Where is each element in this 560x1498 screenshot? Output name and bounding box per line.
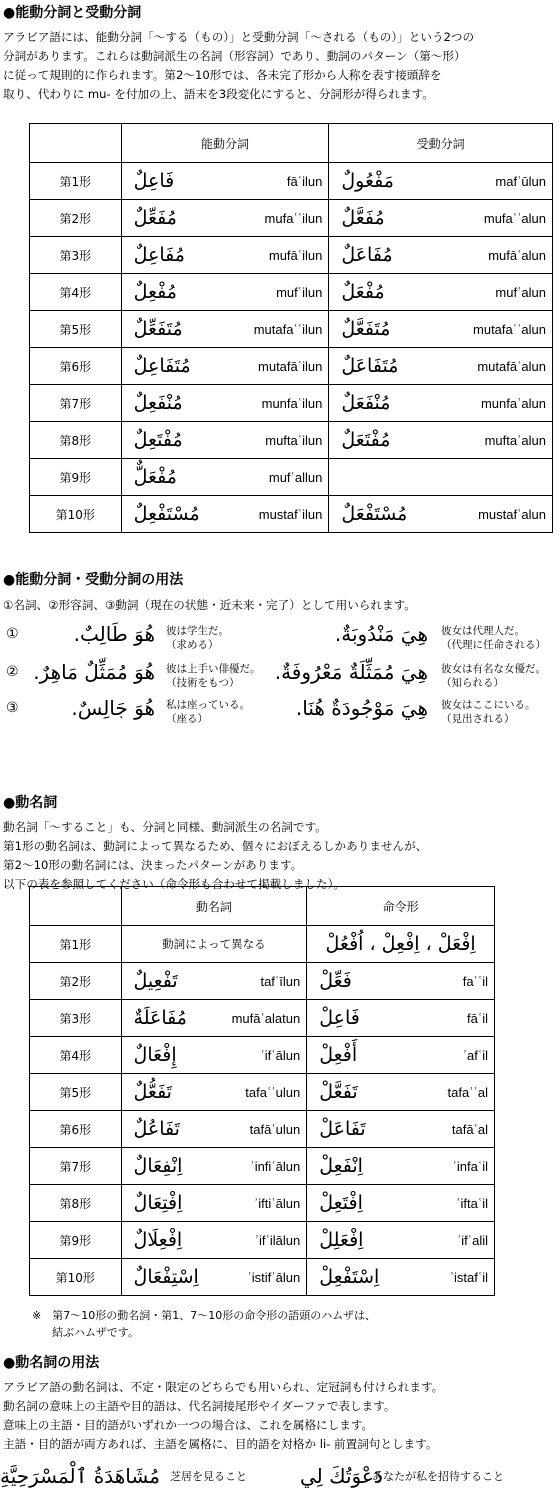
imperative-cell [307, 1111, 495, 1148]
verbal-noun-cell [121, 1222, 307, 1259]
example-line [0, 622, 560, 656]
arabic-word: اِسْتِفْعَالٌ [133, 1266, 199, 1288]
table-row [30, 1185, 495, 1222]
example-translation-male [166, 698, 250, 726]
arabic-word: أَفْعِلْ [319, 1044, 358, 1066]
arabic-word: فَاعِلٌ [133, 170, 175, 192]
transliteration: mufāʿalatun [231, 1010, 301, 1026]
translation-line: 彼は上手い俳優だ。 [166, 663, 261, 675]
text-line: アラビア語の動名詞は、不定・限定のどちらでも用いられ、定冠詞も付けられます。 [3, 1380, 444, 1394]
translation-line: 彼女は有名な女優だ。 [441, 663, 546, 675]
passive-cell [329, 200, 553, 237]
transliteration: mufʿilun [276, 284, 323, 300]
transliteration: muftaʿilun [265, 432, 323, 448]
verbal-noun-cell [121, 1074, 307, 1111]
imperative-cell [307, 963, 495, 1000]
table-row [30, 422, 553, 459]
transliteration: fāʿil [467, 1010, 488, 1026]
arabic-word: مُفْتَعِلٌ [133, 429, 183, 451]
arabic-word: اِفْعَلِلْ [319, 1229, 364, 1251]
participles-paragraph [3, 28, 555, 104]
arabic-word: تَفَاعُلٌ [133, 1118, 180, 1140]
passive-cell [329, 163, 553, 200]
table-row [30, 385, 553, 422]
form-label: 第4形 [30, 1037, 122, 1074]
arabic-word: مُفَاعِلٌ [133, 244, 185, 266]
arabic-word: اِفْعَلْ ، اِفْعِلْ ، اُفْعُلْ [325, 933, 476, 955]
arabic-word: مُفْعَلٌّ [133, 466, 177, 488]
verbal-noun-cell [121, 963, 307, 1000]
transliteration: tafaʿʿal [447, 1084, 488, 1100]
arabic-word: مُفْعَلٌ [341, 281, 385, 303]
arabic-word: مُتَفَعَّلٌ [341, 318, 391, 340]
translation-line: （知られる） [441, 677, 504, 689]
table-row [30, 237, 553, 274]
arabic-word: اِسْتَفْعِلْ [319, 1266, 380, 1288]
arabic-word: مُتَفَاعَلٌ [341, 355, 399, 377]
passive-cell [329, 459, 553, 496]
transliteration: mufāʿilun [268, 247, 323, 263]
arabic-word: اِنْفَعِلْ [319, 1155, 363, 1177]
passive-cell [329, 348, 553, 385]
text-line: 以下の表を参照してください（命令形も合わせて掲載しました）。 [3, 877, 346, 891]
translation-line: （代理に任命される） [441, 639, 546, 651]
table-header-row [30, 887, 495, 926]
arabic-word: اِنْفِعَالٌ [133, 1155, 183, 1177]
form-label: 第6形 [30, 1111, 122, 1148]
example-number: ③ [6, 700, 19, 716]
header-imperative: 命令形 [307, 887, 495, 926]
example-arabic: مُشَاهَدَةُ ٱلْمَسْرَحِيَّةِ [0, 1464, 160, 1488]
verbal-noun-cell [121, 1259, 307, 1296]
arabic-word: فَعِّلْ [319, 970, 352, 992]
note-line: 結ぶハムザです。 [52, 1326, 139, 1339]
header-empty [30, 887, 122, 926]
table-row [30, 1037, 495, 1074]
translation-line: 彼女はここにいる。 [441, 699, 536, 711]
arabic-word: تَفَعُّلٌ [133, 1081, 172, 1103]
example-translation-male [166, 662, 261, 690]
table-row [30, 311, 553, 348]
transliteration: mustafʿilun [258, 506, 323, 522]
verbal-noun-cell [121, 1111, 307, 1148]
transliteration: mufʿallun [268, 469, 323, 485]
hamza-note [32, 1307, 376, 1341]
transliteration: munfaʿalun [480, 395, 546, 411]
example-translation-male [166, 624, 229, 652]
imperative-cell [307, 1148, 495, 1185]
transliteration: tafaʿʿulun [245, 1084, 301, 1100]
table-header-row [30, 124, 553, 163]
example-arabic-female: هِيَ مُمَثِّلَةٌ مَعْرُوفَةٌ. [274, 660, 428, 684]
example-translation-female [441, 624, 546, 652]
translation-line: （求める） [166, 639, 219, 651]
text-line: 分詞があります。これらは動詞派生の名詞（形容詞）であり、動詞のパターン（第～形） [3, 49, 466, 63]
table-row [30, 1259, 495, 1296]
form-label: 第2形 [30, 200, 122, 237]
text-line: 動名詞「～すること」も、分詞と同様、動詞派生の名詞です。 [3, 820, 327, 834]
example-translation: 芝居を見ること [170, 1470, 247, 1483]
vn-usage-example [0, 1464, 560, 1494]
form-label: 第1形 [30, 163, 122, 200]
table-row [30, 459, 553, 496]
passive-cell [329, 496, 553, 533]
arabic-word: اِفْعِلَالٌ [133, 1229, 183, 1251]
transliteration: ʾinfaʿil [452, 1158, 488, 1174]
imperative-cell [307, 1185, 495, 1222]
section-title-participles: ●能動分詞と受動分詞 [3, 5, 142, 21]
active-cell [121, 348, 329, 385]
transliteration: mufaʿʿilun [264, 210, 323, 226]
text-line: 第2～10形の動名詞には、決まったパターンがあります。 [3, 858, 303, 872]
arabic-word: مُفَعَّلٌ [341, 207, 385, 229]
transliteration: ʾifʿālun [260, 1047, 301, 1063]
example-line [0, 696, 560, 730]
example-arabic-male: هُوَ طَالِبٌ. [73, 622, 155, 646]
imperative-cell [307, 1074, 495, 1111]
form-label: 第8形 [30, 422, 122, 459]
transliteration: ʾafʿil [462, 1047, 488, 1063]
example-number: ① [6, 626, 19, 642]
usage-paragraph: ①名詞、②形容詞、③動詞（現在の状態・近未来・完了）として用いられます。 [3, 598, 416, 612]
transliteration: ʾinfiʿālun [250, 1158, 301, 1174]
form-label: 第10形 [30, 496, 122, 533]
arabic-word: مَفْعُولٌ [341, 170, 394, 192]
section-title-verbal-noun: ●動名詞 [3, 795, 58, 811]
arabic-word: مُفَاعَلَةٌ [133, 1007, 187, 1029]
transliteration: mutafāʿilun [258, 358, 323, 374]
form-label: 第3形 [30, 237, 122, 274]
example-arabic: دَعْوَتُكَ لِي [300, 1464, 383, 1488]
passive-cell [329, 422, 553, 459]
vn-usage-paragraph [3, 1378, 555, 1454]
active-cell [121, 385, 329, 422]
arabic-word: مُتَفَعِّلٌ [133, 318, 183, 340]
verbal-noun-cell [121, 926, 307, 963]
transliteration: tafāʿal [451, 1121, 488, 1137]
section-title-vn-usage: ●動名詞の用法 [3, 1355, 100, 1371]
transliteration: ʾistifʿālun [247, 1269, 301, 1285]
active-cell [121, 496, 329, 533]
verbal-noun-cell [121, 1148, 307, 1185]
arabic-word: مُنْفَعِلٌ [133, 392, 183, 414]
form-label: 第6形 [30, 348, 122, 385]
passive-cell [329, 237, 553, 274]
active-cell [121, 200, 329, 237]
arabic-word: مُنْفَعَلٌ [341, 392, 391, 414]
imperative-cell [307, 1222, 495, 1259]
translation-line: 私は座っている。 [166, 699, 250, 711]
transliteration: ʾifʿalil [456, 1232, 488, 1248]
arabic-word: اِفْتَعِلْ [319, 1192, 363, 1214]
form-label: 第1形 [30, 926, 122, 963]
form-label: 第7形 [30, 385, 122, 422]
translation-line: （座る） [166, 713, 208, 725]
passive-cell [329, 274, 553, 311]
example-translation-female [441, 698, 536, 726]
arabic-word: تَفْعِيلٌ [133, 970, 178, 992]
table-row [30, 496, 553, 533]
form-label: 第9形 [30, 1222, 122, 1259]
header-active: 能動分詞 [121, 124, 329, 163]
active-cell [121, 237, 329, 274]
transliteration: tafʿīlun [260, 973, 301, 989]
verbal-noun-paragraph [3, 818, 555, 894]
transliteration: mufāʿalun [488, 247, 546, 263]
transliteration: mutafaʿʿalun [473, 321, 546, 337]
arabic-word: تَفَاعَلْ [319, 1118, 366, 1140]
active-cell [121, 163, 329, 200]
transliteration: ʾistafʿil [449, 1269, 488, 1285]
table-row [30, 163, 553, 200]
translation-line: （技術をもつ） [166, 677, 240, 689]
table-row [30, 200, 553, 237]
passive-cell [329, 385, 553, 422]
example-arabic-female: هِيَ مَنْدُوبَةٌ. [334, 622, 428, 646]
transliteration: fāʿilun [286, 173, 323, 189]
transliteration: munfaʿilun [261, 395, 323, 411]
imperative-cell [307, 926, 495, 963]
arabic-word: مُتَفَاعِلٌ [133, 355, 191, 377]
passive-cell [329, 311, 553, 348]
example-arabic-male: هُوَ جَالِسٌ. [71, 696, 155, 720]
arabic-word: مُفَعِّلٌ [133, 207, 177, 229]
active-cell [121, 422, 329, 459]
verbal-noun-cell [121, 1185, 307, 1222]
table-row [30, 1074, 495, 1111]
note-line: ※ 第7～10形の動名詞・第1、7～10形の命令形の語頭のハムザは、 [32, 1309, 376, 1322]
text-line: 主語・目的語が両方あれば、主語を属格に、目的語を対格か li- 前置詞句とします。 [3, 1437, 438, 1451]
verbal-noun-cell [121, 1037, 307, 1074]
verbal-noun-note: 動詞によって異なる [162, 937, 266, 951]
arabic-word: تَفَعَّلْ [319, 1081, 358, 1103]
form-label: 第9形 [30, 459, 122, 496]
text-line: 第1形の動名詞は、動詞によって異なるため、個々におぼえるしかありませんが、 [3, 839, 428, 853]
transliteration: mufʿalun [495, 284, 546, 300]
form-label: 第10形 [30, 1259, 122, 1296]
arabic-word: مُفْعِلٌ [133, 281, 177, 303]
verbal-noun-table [29, 886, 495, 1296]
translation-line: （見出される） [441, 713, 515, 725]
example-number: ② [6, 664, 19, 680]
example-line [0, 660, 560, 694]
transliteration: mafʿūlun [495, 173, 546, 189]
arabic-word: مُفْتَعَلٌ [341, 429, 391, 451]
header-verbal-noun: 動名詞 [121, 887, 307, 926]
arabic-word: مُسْتَفْعِلٌ [133, 503, 200, 525]
participles-table [29, 123, 553, 533]
form-label: 第5形 [30, 311, 122, 348]
active-cell [121, 459, 329, 496]
transliteration: ʾifʿilālun [254, 1232, 301, 1248]
text-line: 取り、代わりに mu- を付加の上、語末を3段変化にすると、分詞形が得られます。 [3, 87, 434, 101]
arabic-word: اِفْتِعَالٌ [133, 1192, 183, 1214]
arabic-word: مُفَاعَلٌ [341, 244, 393, 266]
transliteration: muftaʿalun [484, 432, 546, 448]
transliteration: mutafāʿalun [477, 358, 546, 374]
form-label: 第3形 [30, 1000, 122, 1037]
imperative-cell [307, 1037, 495, 1074]
table-row [30, 1222, 495, 1259]
table-row [30, 926, 495, 963]
arabic-word: إِفْعَالٌ [133, 1044, 177, 1066]
table-row [30, 1148, 495, 1185]
form-label: 第2形 [30, 963, 122, 1000]
example-arabic-male: هُوَ مُمَثِّلٌ مَاهِرٌ. [33, 660, 155, 684]
example-translation: あなたが私を招待すること [372, 1470, 504, 1483]
translation-line: 彼女は代理人だ。 [441, 625, 525, 637]
arabic-word: مُسْتَفْعَلٌ [341, 503, 408, 525]
active-cell [121, 274, 329, 311]
transliteration: tafāʿulun [249, 1121, 301, 1137]
table-row [30, 274, 553, 311]
form-label: 第8形 [30, 1185, 122, 1222]
header-passive: 受動分詞 [329, 124, 553, 163]
table-row [30, 1111, 495, 1148]
transliteration: faʿʿil [462, 973, 488, 989]
text-line: アラビア語には、能動分詞「～する（もの）」と受動分詞「～される（もの）」という2つの [3, 30, 475, 44]
transliteration: mutafaʿʿilun [253, 321, 323, 337]
form-label: 第4形 [30, 274, 122, 311]
example-translation-female [441, 662, 546, 690]
example-arabic-female: هِيَ مَوْجُودَةٌ هُنَا. [295, 696, 428, 720]
imperative-cell [307, 1000, 495, 1037]
translation-line: 彼は学生だ。 [166, 625, 229, 637]
imperative-cell [307, 1259, 495, 1296]
transliteration: mufaʿʿalun [483, 210, 546, 226]
text-line: 動名詞の意味上の主語や目的語は、代名詞接尾形やイダーファで表します。 [3, 1399, 396, 1413]
header-empty [30, 124, 122, 163]
form-label: 第7形 [30, 1148, 122, 1185]
section-title-usage: ●能動分詞・受動分詞の用法 [3, 572, 184, 588]
transliteration: mustafʿalun [478, 506, 546, 522]
active-cell [121, 311, 329, 348]
text-line: 意味上の主語・目的語がいずれか一つの場合は、これを属格にします。 [3, 1418, 374, 1432]
table-row [30, 1000, 495, 1037]
table-row [30, 348, 553, 385]
text-line: に従って規則的に作られます。第2～10形では、各未完了形から人称を表す接頭辞を [3, 68, 442, 82]
arabic-word: فَاعِلْ [319, 1007, 360, 1029]
table-row [30, 963, 495, 1000]
transliteration: ʾiftaʿil [456, 1195, 488, 1211]
transliteration: ʾiftiʿālun [253, 1195, 301, 1211]
verbal-noun-cell [121, 1000, 307, 1037]
form-label: 第5形 [30, 1074, 122, 1111]
